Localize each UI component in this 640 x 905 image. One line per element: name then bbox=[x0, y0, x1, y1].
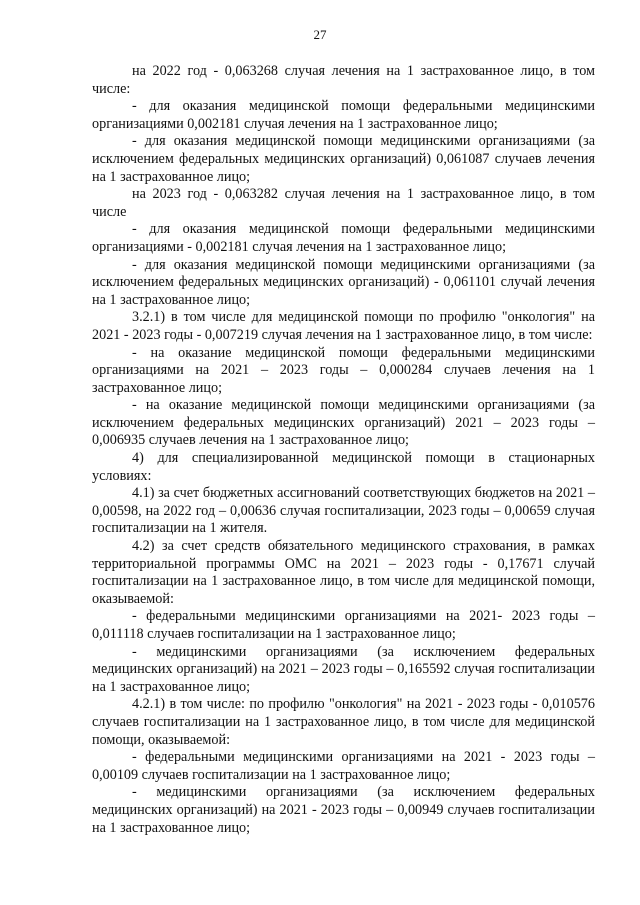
page-number: 27 bbox=[313, 27, 327, 42]
paragraph: - медицинскими организациями (за исключением федеральных медицинских организаций) на 2021 - 2023 годы – 0,00949 случаев госпитализации на 1 застрахованное лицо; bbox=[92, 784, 595, 836]
paragraph: 3.2.1) в том числе для медицинской помощи по профилю "онкология" на 2021 - 2023 годы - 0,007219 случая лечения на 1 застрахованное лицо, в том числе: bbox=[92, 309, 595, 343]
paragraph: 4.1) за счет бюджетных ассигнований соответствующих бюджетов на 2021 – 0,00598, на 2022 год – 0,00636 случая госпитализации, 2023 годы – 0,00659 случая госпитализации на 1 жителя. bbox=[92, 485, 595, 537]
paragraph: - для оказания медицинской помощи медицинскими организациями (за исключением федеральных медицинских организаций) - 0,061101 случай лечения на 1 застрахованное лицо; bbox=[92, 256, 595, 308]
paragraph: - для оказания медицинской помощи медицинскими организациями (за исключением федеральных медицинских организаций) 0,061087 случаев лечения на 1 застрахованное лицо; bbox=[92, 133, 595, 185]
paragraph: - на оказание медицинской помощи медицинскими организациями (за исключением федеральных медицинских организаций) 2021 – 2023 годы – 0,006935 случаев лечения на 1 застрахованное лицо; bbox=[92, 397, 595, 449]
paragraph: 4) для специализированной медицинской помощи в стационарных условиях: bbox=[92, 450, 595, 484]
paragraph: - для оказания медицинской помощи федеральными медицинскими организациями 0,002181 случая лечения на 1 застрахованное лицо; bbox=[92, 98, 595, 132]
paragraph: - медицинскими организациями (за исключением федеральных медицинских организаций) на 2021 – 2023 годы – 0,165592 случая госпитализации на 1 застрахованное лицо; bbox=[92, 643, 595, 695]
paragraph: - федеральными медицинскими организациями на 2021- 2023 годы – 0,011118 случаев госпитализации на 1 застрахованное лицо; bbox=[92, 608, 595, 642]
paragraph: на 2023 год - 0,063282 случая лечения на 1 застрахованное лицо, в том числе bbox=[92, 186, 595, 220]
paragraph: - на оказание медицинской помощи федеральными медицинскими организациями на 2021 – 2023 годы – 0,000284 случаев лечения на 1 застрахованное лицо; bbox=[92, 344, 595, 396]
paragraph: - федеральными медицинскими организациями на 2021 - 2023 годы – 0,00109 случаев госпитализации на 1 застрахованное лицо; bbox=[92, 749, 595, 783]
document-body bbox=[92, 63, 595, 837]
paragraph: - для оказания медицинской помощи федеральными медицинскими организациями - 0,002181 случая лечения на 1 застрахованное лицо; bbox=[92, 221, 595, 255]
paragraph: на 2022 год - 0,063268 случая лечения на 1 застрахованное лицо, в том числе: bbox=[92, 63, 595, 97]
paragraph: 4.2) за счет средств обязательного медицинского страхования, в рамках территориальной программы ОМС на 2021 – 2023 годы - 0,17671 случай госпитализации на 1 застрахованное лицо, в том числе для медицинской помощи, оказываемой: bbox=[92, 538, 595, 607]
paragraph: 4.2.1) в том числе: по профилю "онкология" на 2021 - 2023 годы - 0,010576 случаев госпитализации на 1 застрахованное лицо, в том числе для медицинской помощи, оказываемой: bbox=[92, 696, 595, 748]
